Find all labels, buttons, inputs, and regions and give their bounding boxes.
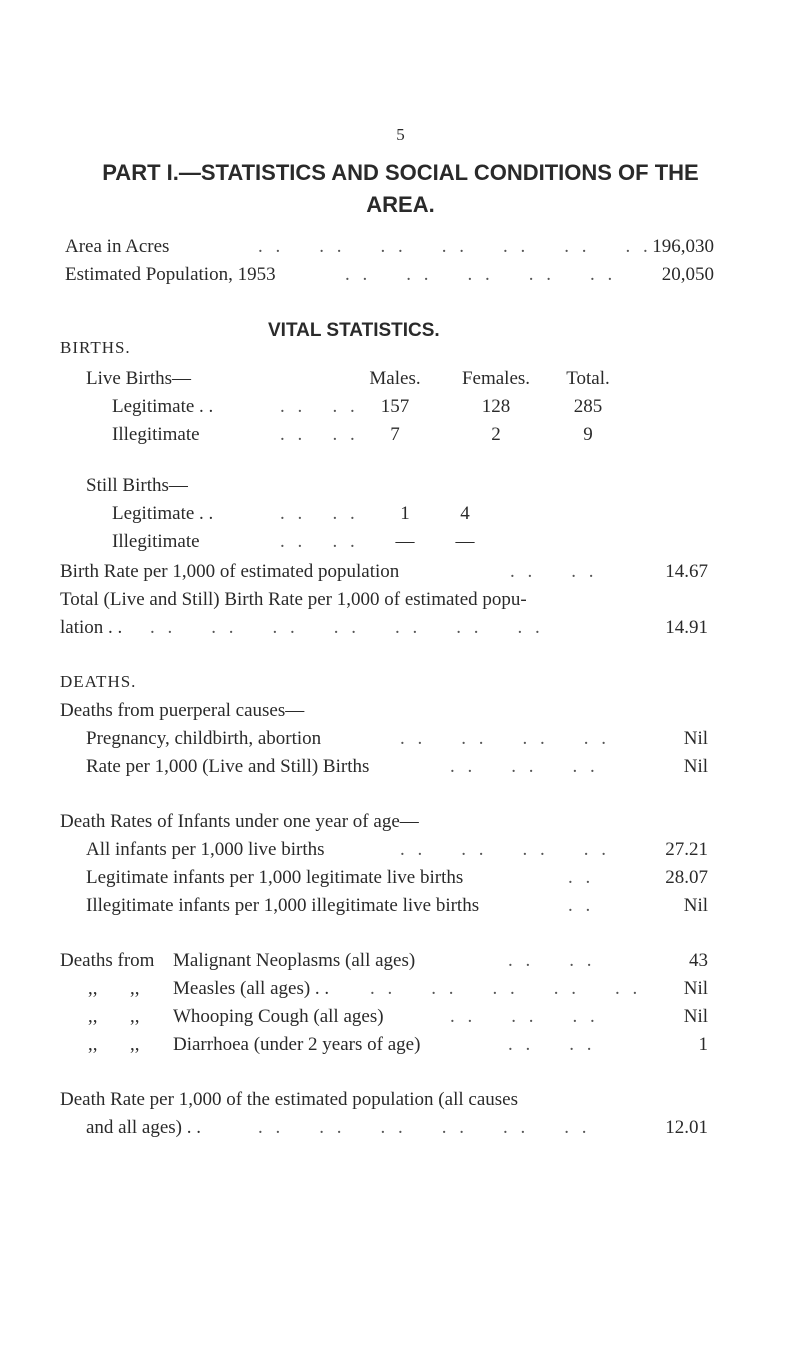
- live-legitimate-label: Legitimate . .: [112, 396, 214, 417]
- still-legitimate-males: 1: [400, 503, 410, 524]
- rate-live-still-value: Nil: [683, 756, 708, 777]
- live-illegitimate-males: 7: [390, 424, 400, 445]
- pregnancy-value: Nil: [683, 728, 708, 749]
- still-legitimate-label: Legitimate . .: [112, 503, 214, 524]
- area-value: 196,030: [652, 236, 714, 257]
- leader-dots: . . . . . .: [450, 1006, 599, 1027]
- birth-rate-label: Birth Rate per 1,000 of estimated population: [60, 561, 400, 582]
- leader-dots: . . . . . . . . . .: [345, 264, 617, 285]
- death-rate-value: 12.01: [665, 1117, 708, 1138]
- leader-dots: . . . . . . . . . .: [370, 978, 642, 999]
- column-females: Females.: [461, 368, 531, 389]
- cause-value: 1: [698, 1034, 708, 1055]
- column-males: Males.: [369, 368, 421, 389]
- leader-dots: . . . .: [508, 950, 596, 971]
- deaths-heading: DEATHS.: [60, 672, 137, 691]
- cause-value: 43: [689, 950, 708, 971]
- live-births-label: Live Births—: [86, 368, 192, 389]
- leader-dots: . .: [568, 895, 595, 916]
- area-label: Area in Acres: [65, 236, 170, 257]
- still-legitimate-females: 4: [460, 503, 470, 524]
- leader-dots: . . . .: [280, 424, 359, 445]
- live-illegitimate-label: Illegitimate: [112, 424, 200, 445]
- total-birth-rate-value: 14.91: [665, 617, 708, 638]
- total-birth-rate-label-line-1: Total (Live and Still) Birth Rate per 1,000 of estimated popu-: [60, 589, 527, 610]
- ditto-mark: ,,: [130, 1034, 140, 1055]
- cause-value: Nil: [683, 978, 708, 999]
- total-birth-rate-label-line-2: lation . .: [60, 617, 123, 638]
- births-heading: BIRTHS.: [60, 338, 131, 357]
- live-legitimate-total: 285: [573, 396, 603, 417]
- cause-value: Nil: [683, 1006, 708, 1027]
- leader-dots: . . . . . . . .: [400, 839, 610, 860]
- leader-dots: . . . .: [280, 503, 359, 524]
- infant-row-label: Legitimate infants per 1,000 legitimate live births: [86, 867, 464, 888]
- puerperal-label: Deaths from puerperal causes—: [60, 700, 305, 721]
- live-illegitimate-females: 2: [491, 424, 501, 445]
- infant-death-rates-label: Death Rates of Infants under one year of age—: [60, 811, 419, 832]
- population-label: Estimated Population, 1953: [65, 264, 276, 285]
- cause-label: Measles (all ages) . .: [173, 978, 330, 999]
- death-rate-label-line-2: and all ages) . .: [86, 1117, 202, 1138]
- still-illegitimate-label: Illegitimate: [112, 531, 200, 552]
- death-rate-label-line-1: Death Rate per 1,000 of the estimated population (all causes: [60, 1089, 518, 1110]
- page-number: 5: [396, 125, 405, 144]
- column-total: Total.: [566, 368, 610, 389]
- infant-row-value: 28.07: [665, 867, 708, 888]
- ditto-mark: ,,: [130, 1006, 140, 1027]
- infant-row-label: All infants per 1,000 live births: [86, 839, 325, 860]
- still-illegitimate-females: —: [455, 531, 475, 552]
- still-births-label: Still Births—: [86, 475, 188, 496]
- cause-label: Diarrhoea (under 2 years of age): [173, 1034, 421, 1055]
- ditto-mark: ,,: [88, 978, 98, 999]
- infant-row-value: Nil: [683, 895, 708, 916]
- cause-label: Whooping Cough (all ages): [173, 1006, 384, 1027]
- leader-dots: . . . . . . . .: [400, 728, 610, 749]
- deaths-from-prefix: Deaths from: [60, 950, 155, 971]
- infant-row-label: Illegitimate infants per 1,000 illegitimate live births: [86, 895, 480, 916]
- ditto-mark: ,,: [88, 1006, 98, 1027]
- rate-live-still-label: Rate per 1,000 (Live and Still) Births: [86, 756, 370, 777]
- leader-dots: . .: [568, 867, 595, 888]
- leader-dots: . . . . . . . . . . . . . .: [258, 236, 652, 257]
- page-heading-line-2: AREA.: [366, 192, 435, 217]
- leader-dots: . . . . . . . . . . . .: [258, 1117, 591, 1138]
- leader-dots: . . . .: [508, 1034, 596, 1055]
- ditto-mark: ,,: [130, 978, 140, 999]
- cause-label: Malignant Neoplasms (all ages): [173, 950, 416, 971]
- leader-dots: . . . . . . . . . . . . . .: [150, 617, 544, 638]
- still-illegitimate-males: —: [395, 531, 415, 552]
- population-value: 20,050: [661, 264, 714, 285]
- ditto-mark: ,,: [88, 1034, 98, 1055]
- pregnancy-label: Pregnancy, childbirth, abortion: [86, 728, 322, 749]
- leader-dots: . . . .: [280, 396, 359, 417]
- live-legitimate-females: 128: [481, 396, 511, 417]
- live-illegitimate-total: 9: [583, 424, 593, 445]
- vital-statistics-title: VITAL STATISTICS.: [268, 320, 440, 341]
- page-heading-line-1: PART I.—STATISTICS AND SOCIAL CONDITIONS OF THE: [102, 160, 699, 185]
- leader-dots: . . . .: [510, 561, 598, 582]
- birth-rate-value: 14.67: [665, 561, 708, 582]
- infant-row-value: 27.21: [665, 839, 708, 860]
- leader-dots: . . . . . .: [450, 756, 599, 777]
- live-legitimate-males: 157: [380, 396, 410, 417]
- leader-dots: . . . .: [280, 531, 359, 552]
